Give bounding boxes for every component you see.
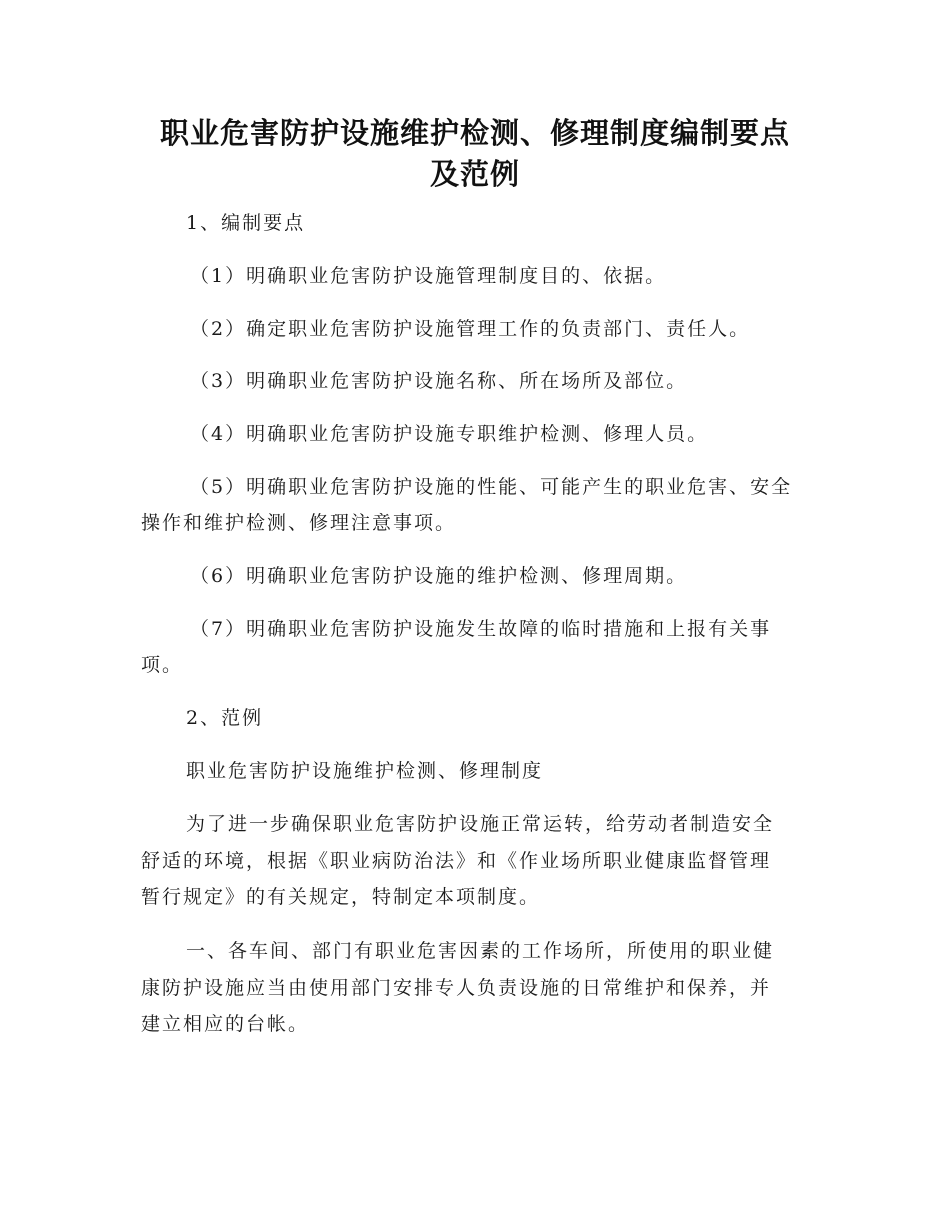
clause-1-line-3: 建立相应的台帐。 [141,1013,310,1035]
point-2: （2）确定职业危害防护设施管理工作的负责部门、责任人。 [190,318,751,340]
point-3: （3）明确职业危害防护设施名称、所在场所及部位。 [190,370,688,392]
point-7-line-2: 项。 [141,654,184,676]
intro-line-2: 舒适的环境，根据《职业病防治法》和《作业场所职业健康监督管理 [141,850,772,872]
section-heading-2: 2、范例 [186,707,264,729]
point-1: （1）明确职业危害防护设施管理制度目的、依据。 [190,265,667,287]
intro-line-3: 暂行规定》的有关规定，特制定本项制度。 [141,886,541,908]
point-4: （4）明确职业危害防护设施专职维护检测、修理人员。 [190,423,709,445]
point-7-line-1: （7）明确职业危害防护设施发生故障的临时措施和上报有关事 [190,618,772,640]
document-title-line-1: 职业危害防护设施维护检测、修理制度编制要点 [159,116,790,150]
clause-1-line-1: 一、各车间、部门有职业危害因素的工作场所，所使用的职业健 [186,940,775,962]
document-title-line-2: 及范例 [429,157,520,191]
clause-1-line-2: 康防护设施应当由使用部门安排专人负责设施的日常维护和保养，并 [141,977,772,999]
intro-line-1: 为了进一步确保职业危害防护设施正常运转，给劳动者制造安全 [186,813,775,835]
example-title: 职业危害防护设施维护检测、修理制度 [186,760,544,782]
point-5-line-1: （5）明确职业危害防护设施的性能、可能产生的职业危害、安全 [190,476,793,498]
point-6: （6）明确职业危害防护设施的维护检测、修理周期。 [190,565,688,587]
section-heading-1: 1、编制要点 [186,212,306,234]
point-5-line-2: 操作和维护检测、修理注意事项。 [141,512,457,534]
